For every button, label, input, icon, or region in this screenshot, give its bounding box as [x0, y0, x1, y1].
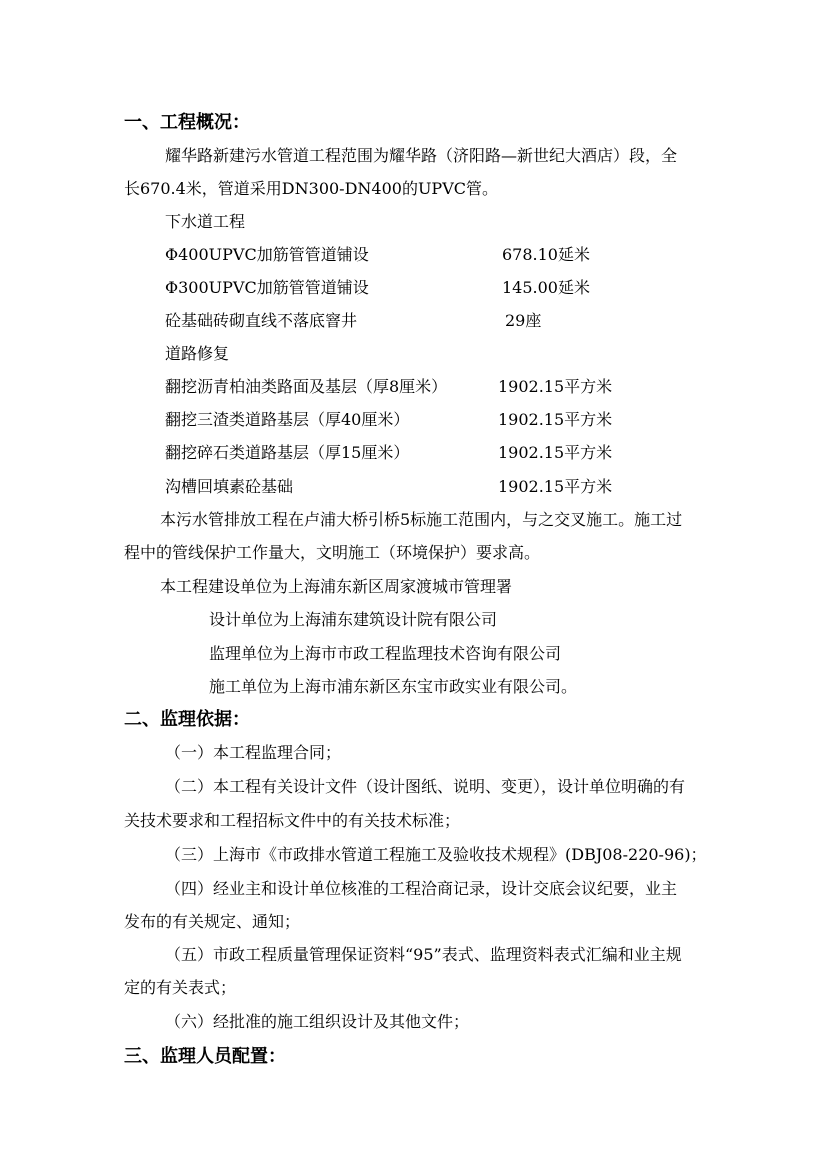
road-item-value: 1902.15平方米	[498, 477, 613, 496]
designer-line: 设计单位为上海浦东建筑设计院有限公司	[209, 610, 498, 629]
sewer-item-value: 145.00延米	[502, 278, 590, 297]
sewer-item-value: 678.10延米	[502, 245, 590, 264]
basis-item-6: （六）经批准的施工组织设计及其他文件；	[165, 1012, 470, 1031]
supervisor-line: 监理单位为上海市市政工程监理技术咨询有限公司	[209, 644, 562, 663]
basis-item-5-line1: （五）市政工程质量管理保证资料“95”表式、监理资料表式汇编和业主规	[165, 945, 682, 964]
sewer-item	[0, 278, 827, 298]
road-item-value: 1902.15平方米	[498, 443, 613, 462]
section3-heading: 三、监理人员配置：	[124, 1046, 286, 1067]
sewer-item-label: Φ400UPVC加筋管管道铺设	[165, 245, 369, 264]
section1-para1-line1: 耀华路新建污水管道工程范围为耀华路（济阳路—新世纪大酒店）段，全	[165, 146, 678, 165]
road-item-value: 1902.15平方米	[498, 410, 613, 429]
basis-item-2-line2: 关技术要求和工程招标文件中的有关技术标准；	[124, 811, 461, 830]
section1-para2-line2: 程中的管线保护工作量大，文明施工（环境保护）要求高。	[124, 543, 541, 562]
road-item	[0, 377, 827, 397]
section1-heading: 一、工程概况：	[124, 112, 250, 133]
owner-line: 本工程建设单位为上海浦东新区周家渡城市管理署	[160, 577, 513, 596]
road-item	[0, 410, 827, 430]
section1-para1-line2: 长670.4米，管道采用DN300-DN400的UPVC管。	[124, 179, 498, 198]
section1-para2-line1: 本污水管排放工程在卢浦大桥引桥5标施工范围内，与之交叉施工。施工过	[160, 510, 683, 529]
sewer-item	[0, 245, 827, 265]
basis-item-5-line2: 定的有关表式；	[124, 978, 237, 997]
road-item-label: 翻挖三渣类道路基层（厚40厘米）	[165, 410, 410, 429]
basis-item-4-line1: （四）经业主和设计单位核准的工程洽商记录，设计交底会议纪要，业主	[165, 879, 678, 898]
road-item-value: 1902.15平方米	[498, 377, 613, 396]
road-title: 道路修复	[165, 344, 230, 363]
contractor-line: 施工单位为上海市浦东新区东宝市政实业有限公司。	[209, 677, 578, 696]
road-item-label: 翻挖沥青柏油类路面及基层（厚8厘米）	[165, 377, 448, 396]
sewer-item	[0, 311, 827, 331]
section2-heading: 二、监理依据：	[124, 709, 250, 730]
sewer-item-label: 砼基础砖砌直线不落底窨井	[165, 311, 358, 330]
basis-item-2-line1: （二）本工程有关设计文件（设计图纸、说明、变更），设计单位明确的有	[165, 777, 686, 796]
sewer-title: 下水道工程	[165, 212, 246, 231]
basis-item-1: （一）本工程监理合同；	[165, 743, 342, 762]
road-item	[0, 443, 827, 463]
sewer-item-value: 29座	[505, 311, 542, 330]
road-item-label: 沟槽回填素砼基础	[165, 477, 294, 496]
sewer-item-label: Φ300UPVC加筋管管道铺设	[165, 278, 369, 297]
road-item	[0, 477, 827, 497]
road-item-label: 翻挖碎石类道路基层（厚15厘米）	[165, 443, 410, 462]
basis-item-4-line2: 发布的有关规定、通知；	[124, 912, 301, 931]
basis-item-3: （三）上海市《市政排水管道工程施工及验收技术规程》(DBJ08-220-96)；	[165, 845, 707, 864]
